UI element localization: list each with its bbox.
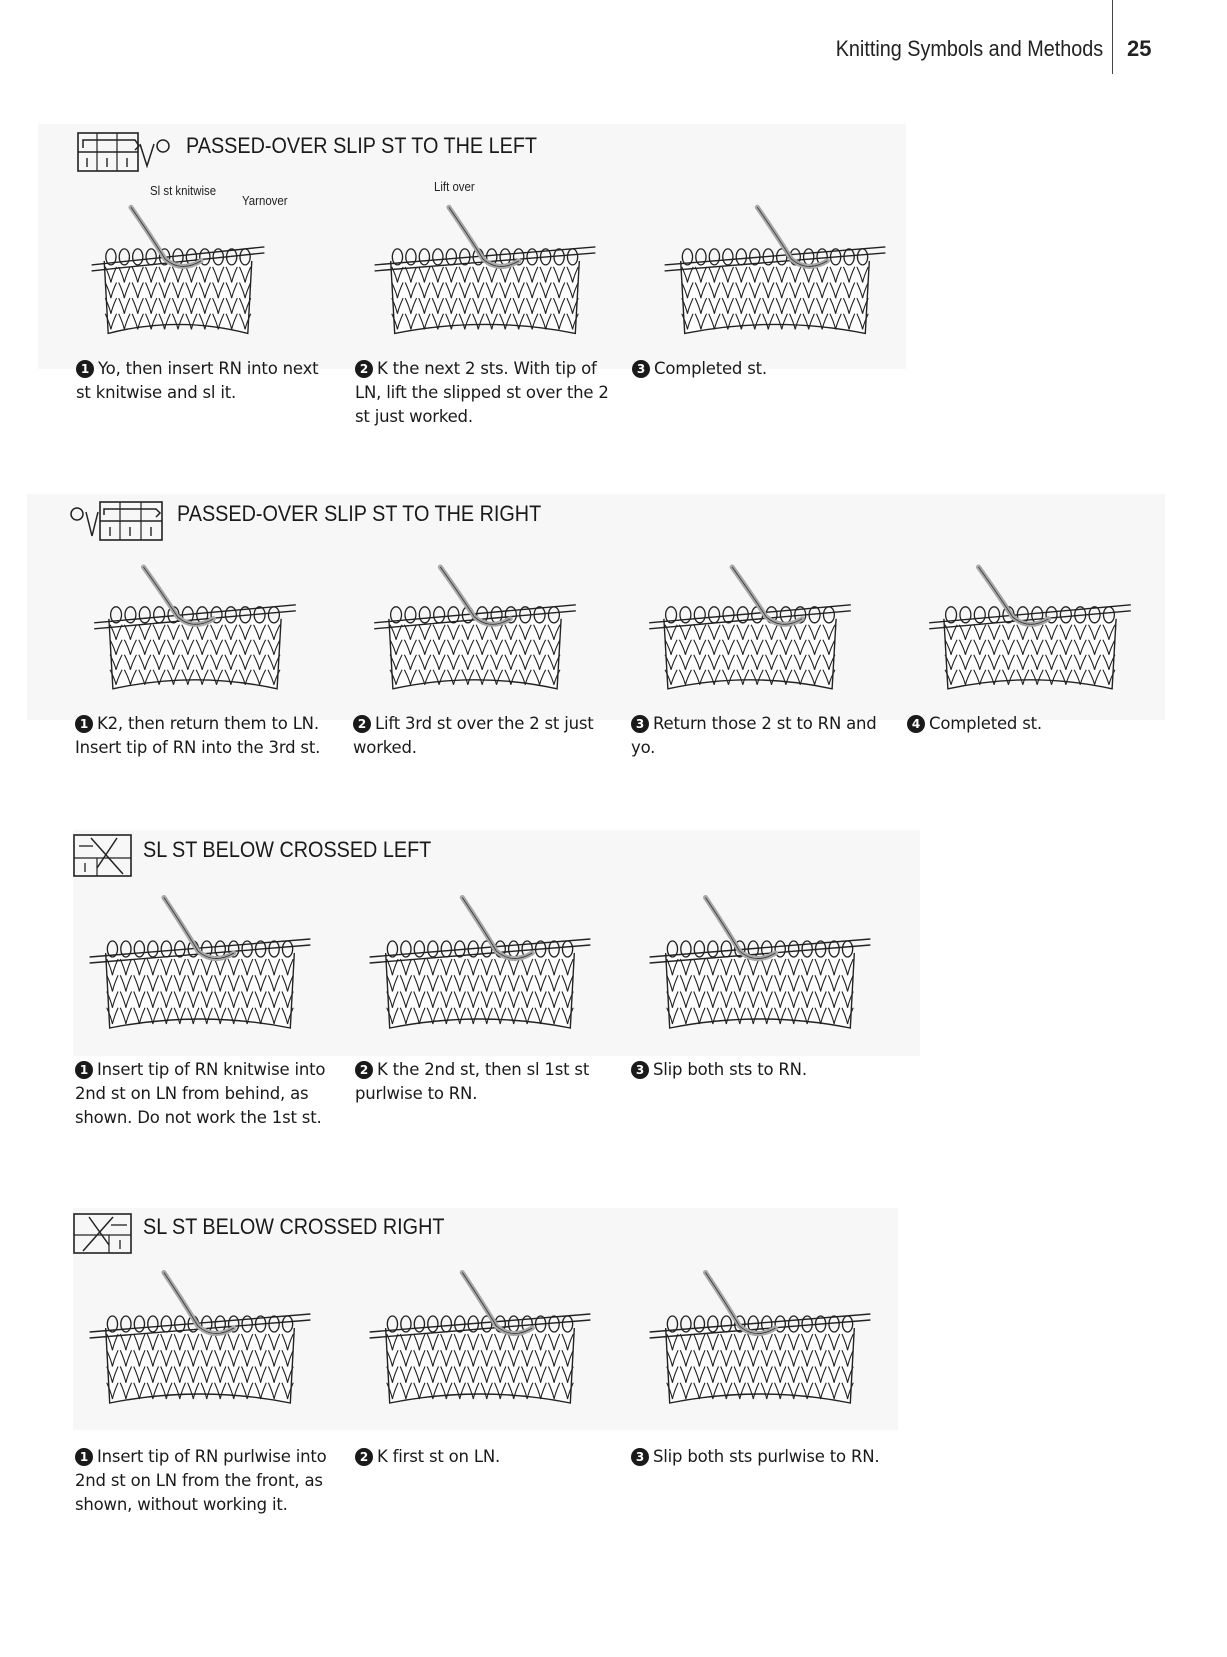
step-number: 1 [76, 360, 94, 378]
step-caption [75, 1445, 335, 1517]
header-divider [1112, 0, 1113, 74]
knitting-illustration [645, 560, 855, 700]
step-text: Lift 3rd st over the 2 st just worked. [353, 714, 594, 757]
step-text: Slip both sts to RN. [653, 1060, 807, 1079]
section-title: PASSED-OVER SLIP ST TO THE LEFT [186, 133, 538, 158]
step-caption [355, 357, 610, 429]
step-caption [907, 712, 1162, 736]
step-caption [353, 712, 608, 760]
step-caption [76, 357, 336, 405]
step-text: Insert tip of RN knitwise into 2nd st on LN from behind, as shown. Do not work the 1st st. [75, 1060, 326, 1127]
page-number: 25 [1127, 36, 1152, 61]
knitting-illustration [925, 560, 1135, 700]
step-caption [75, 712, 330, 760]
knitting-diagram-icon [370, 200, 600, 345]
knitting-illustration [645, 890, 875, 1040]
knitting-illustration [88, 200, 268, 345]
callout-label: Lift over [434, 179, 475, 194]
section-title: SL ST BELOW CROSSED LEFT [143, 837, 432, 862]
knitting-diagram-icon [645, 560, 855, 700]
knitting-illustration [85, 1265, 315, 1415]
step-caption [355, 1058, 610, 1106]
step-text: K2, then return them to LN. Insert tip of RN into the 3rd st. [75, 714, 321, 757]
chart-symbol-icon [77, 132, 171, 172]
step-text: Yo, then insert RN into next st knitwise and sl it. [76, 359, 319, 402]
step-number: 3 [631, 715, 649, 733]
step-text: Insert tip of RN purlwise into 2nd st on LN from the front, as shown, without working it. [75, 1447, 327, 1514]
step-text: Slip both sts purlwise to RN. [653, 1447, 880, 1466]
step-text: K the next 2 sts. With tip of LN, lift the slipped st over the 2 st just worked. [355, 359, 609, 426]
knitting-illustration [85, 890, 315, 1040]
step-text: Completed st. [654, 359, 767, 378]
step-number: 2 [355, 360, 373, 378]
knitting-diagram-icon [645, 1265, 875, 1415]
step-text: Return those 2 st to RN and yo. [631, 714, 877, 757]
knitting-diagram-icon [85, 1265, 315, 1415]
step-number: 3 [632, 360, 650, 378]
knitting-diagram-icon [365, 890, 595, 1040]
step-caption [631, 1445, 886, 1469]
step-number: 1 [75, 1448, 93, 1466]
callout-label: Sl st knitwise [150, 183, 217, 198]
step-number: 2 [355, 1448, 373, 1466]
section-title: PASSED-OVER SLIP ST TO THE RIGHT [177, 501, 542, 526]
knitting-illustration [660, 200, 890, 345]
step-text: Completed st. [929, 714, 1042, 733]
callout-label: Yarnover [242, 193, 288, 208]
knitting-diagram-icon [365, 1265, 595, 1415]
step-caption [631, 712, 886, 760]
knitting-diagram-icon [925, 560, 1135, 700]
section-title: SL ST BELOW CROSSED RIGHT [143, 1214, 445, 1239]
knitting-illustration [370, 200, 600, 345]
step-number: 3 [631, 1061, 649, 1079]
knitting-illustration [645, 1265, 875, 1415]
knitting-diagram-icon [90, 560, 300, 700]
step-number: 1 [75, 1061, 93, 1079]
knitting-illustration [370, 560, 580, 700]
step-number: 4 [907, 715, 925, 733]
knitting-diagram-icon [660, 200, 890, 345]
step-caption [75, 1058, 335, 1130]
step-caption [632, 357, 887, 381]
step-number: 1 [75, 715, 93, 733]
step-number: 3 [631, 1448, 649, 1466]
running-head: Knitting Symbols and Methods [835, 36, 1103, 61]
step-number: 2 [353, 715, 371, 733]
knitting-illustration [365, 1265, 595, 1415]
knitting-diagram-icon [88, 200, 268, 345]
chart-symbol-icon [68, 500, 164, 542]
knitting-illustration [90, 560, 300, 700]
knitting-diagram-icon [645, 890, 875, 1040]
step-caption [355, 1445, 610, 1469]
chart-symbol-icon [73, 834, 133, 878]
knitting-diagram-icon [85, 890, 315, 1040]
chart-symbol-icon [73, 1213, 133, 1255]
step-text: K the 2nd st, then sl 1st st purlwise to RN. [355, 1060, 590, 1103]
step-caption [631, 1058, 886, 1082]
step-text: K first st on LN. [377, 1447, 501, 1466]
knitting-illustration [365, 890, 595, 1040]
step-number: 2 [355, 1061, 373, 1079]
knitting-diagram-icon [370, 560, 580, 700]
